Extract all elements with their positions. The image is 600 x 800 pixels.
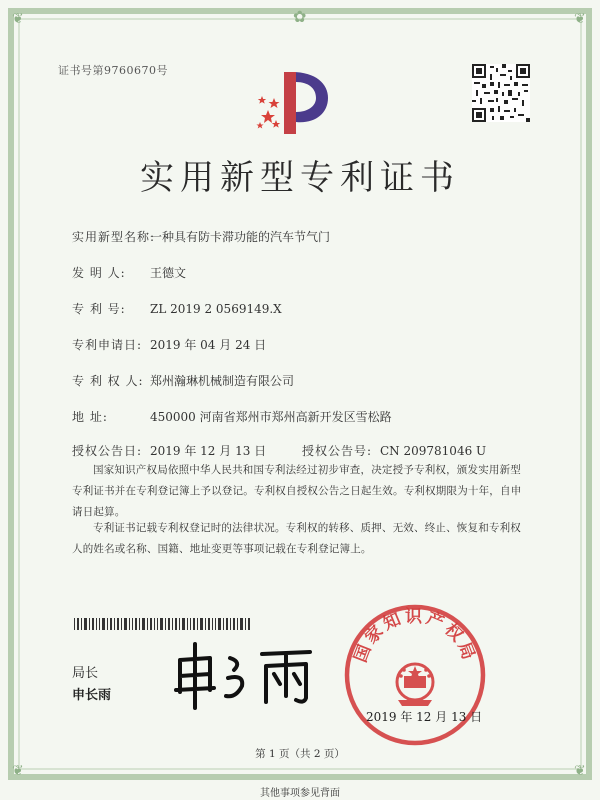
patent-number: ZL 2019 2 0569149.X bbox=[150, 302, 282, 316]
utility-model-name: 一种具有防卡滞功能的汽车节气门 bbox=[150, 230, 331, 244]
field-label: 授权公告号: bbox=[302, 444, 373, 458]
seal-text: 国家知识产权局 bbox=[350, 607, 480, 666]
utility-model-name-row bbox=[72, 228, 330, 245]
corner-ornament-icon: ❦ bbox=[12, 763, 24, 779]
field-label: 实用新型名称: bbox=[72, 230, 156, 244]
corner-ornament-icon: ❦ bbox=[574, 763, 586, 779]
certificate-number: 证书号第9760670号 bbox=[58, 64, 168, 77]
signatory-name: 申长雨 bbox=[72, 688, 112, 703]
svg-text:国家知识产权局 bbox=[351, 607, 480, 665]
barcode-icon bbox=[74, 618, 250, 630]
corner-ornament-icon: ❦ bbox=[574, 11, 586, 27]
patentee-row bbox=[72, 372, 294, 389]
handwritten-signature bbox=[170, 640, 320, 710]
application-date-row bbox=[72, 336, 266, 353]
qr-code-icon bbox=[472, 64, 530, 122]
footer-note: 其他事项参见背面 bbox=[260, 788, 340, 799]
application-date: 2019 年 04 月 24 日 bbox=[150, 338, 267, 352]
seal-date: 2019 年 12 月 13 日 bbox=[366, 710, 483, 724]
field-label: 专利申请日: bbox=[72, 338, 143, 352]
grant-announcement-date: 2019 年 12 月 13 日 bbox=[150, 444, 267, 458]
inventor: 王德文 bbox=[150, 266, 187, 280]
grant-announcement-number: CN 209781046 U bbox=[380, 444, 487, 458]
field-label: 发 明 人: bbox=[72, 266, 126, 280]
signatory-title: 局长 bbox=[72, 666, 99, 681]
address-row bbox=[72, 408, 392, 425]
field-label: 地 址: bbox=[72, 410, 108, 424]
top-ornament-icon: ✿ bbox=[293, 7, 307, 26]
official-seal bbox=[340, 600, 490, 750]
inventor-row bbox=[72, 264, 186, 281]
field-label: 专 利 权 人: bbox=[72, 374, 144, 388]
address: 450000 河南省郑州市郑州高新开发区雪松路 bbox=[150, 410, 392, 424]
grant-statement-paragraph: 国家知识产权局依照中华人民共和国专利法经过初步审查，决定授予专利权，颁发实用新型专利证书并在专利登记簿上予以登记。专利权自授权公告之日起生效。专利权期限为十年，自申请日起算。 bbox=[72, 464, 522, 518]
field-label: 专 利 号: bbox=[72, 302, 126, 316]
legal-status-paragraph: 专利证书记载专利权登记时的法律状况。专利权的转移、质押、无效、终止、恢复和专利权人的姓名或名称、国籍、地址变更等事项记载在专利登记簿上。 bbox=[72, 522, 521, 555]
field-label: 授权公告日: bbox=[72, 444, 143, 458]
page-number: 第 1 页（共 2 页） bbox=[255, 748, 345, 760]
grant-announcement-row bbox=[72, 442, 486, 459]
patent-office-logo-icon bbox=[254, 66, 336, 140]
patentee: 郑州瀚琳机械制造有限公司 bbox=[150, 374, 295, 388]
certificate-title: 实用新型专利证书 bbox=[140, 158, 460, 198]
corner-ornament-icon: ❦ bbox=[12, 11, 24, 27]
patent-number-row bbox=[72, 300, 282, 317]
